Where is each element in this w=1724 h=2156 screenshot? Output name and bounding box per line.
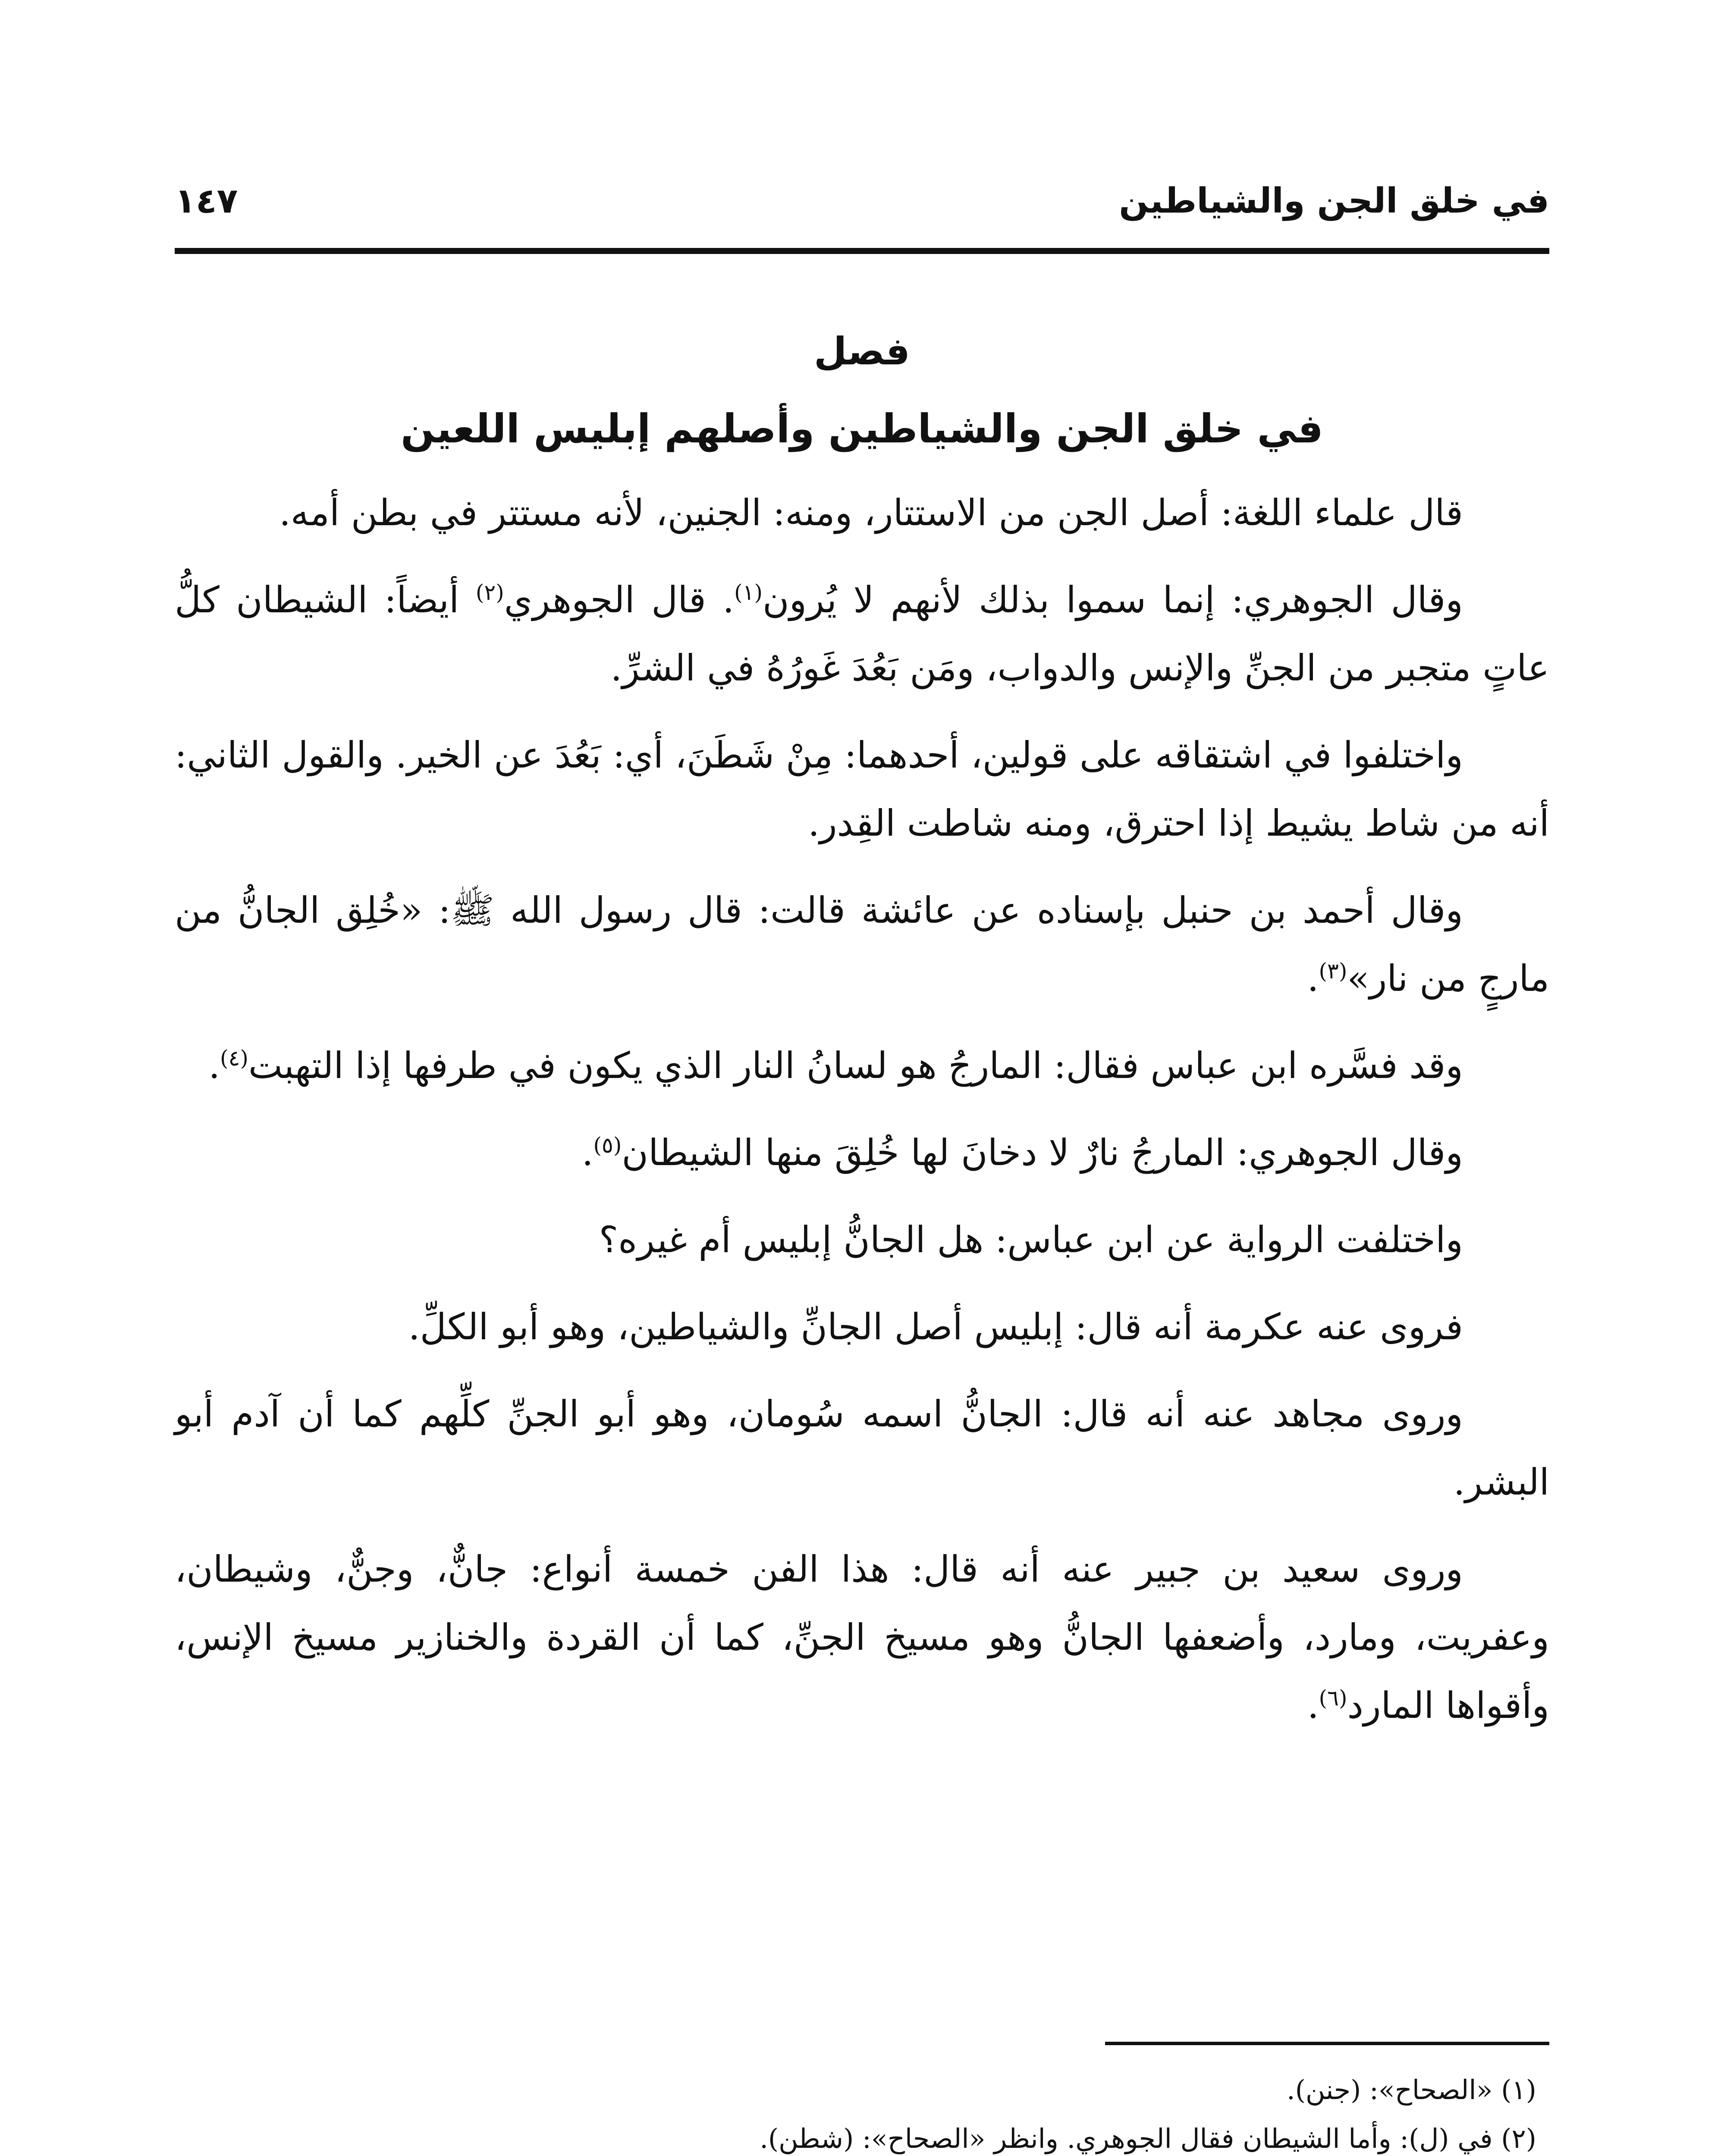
paragraph: واختلفوا في اشتقاقه على قولين، أحدهما: مِنْ شَطَنَ، أي: بَعُدَ عن الخير. والقول الثاني: أنه من شاط يشيط إذا احترق، ومنه شاطت القِدر. — [175, 734, 1549, 844]
paragraph — [175, 1031, 1549, 1100]
footnote-ref: (٦) — [1319, 1686, 1347, 1711]
running-title: في خلق الجن والشياطين — [1119, 180, 1549, 221]
paragraph: قال علماء اللغة: أصل الجن من الاستتار، ومنه: الجنين، لأنه مستتر في بطن أمه. — [279, 492, 1463, 534]
text-run: . — [208, 1044, 220, 1087]
text-run: وقد فسَّره ابن عباس فقال: المارجُ هو لسانُ النار الذي يكون في طرفها إذا التهبت — [248, 1044, 1463, 1087]
paragraph — [175, 876, 1549, 1012]
header-rule — [175, 248, 1549, 254]
running-head — [175, 172, 1549, 229]
paragraph — [175, 1119, 1549, 1187]
page-number: ١٤٧ — [175, 180, 238, 221]
text-run: وقال أحمد بن حنبل بإسناده عن عائشة قالت: قال رسول الله ﷺ: «خُلِق الجانُّ من مارجٍ من نار» — [175, 889, 1549, 1000]
footnote-ref: (٢) — [475, 580, 504, 605]
paragraph: واختلفت الرواية عن ابن عباس: هل الجانُّ إبليس أم غيره؟ — [599, 1219, 1463, 1261]
body-text — [175, 479, 1549, 1758]
footnote-ref: (٣) — [1319, 959, 1347, 984]
text-run: . قال الجوهري — [504, 579, 735, 621]
footnote-ref: (١) — [734, 580, 763, 605]
text-run: وقال الجوهري: المارجُ نارٌ لا دخانَ لها خُلِقَ منها الشيطان — [622, 1131, 1463, 1174]
section-heading — [175, 319, 1549, 461]
section-label: فصل — [814, 329, 910, 373]
footnote-rule — [1105, 2042, 1549, 2045]
footnote: (١) «الصحاح»: (جنن). — [1286, 2074, 1536, 2106]
text-run: . — [1307, 1684, 1319, 1727]
text-run: وروى سعيد بن جبير عنه أنه قال: هذا الفن خمسة أنواع: جانٌّ، وجنٌّ، وشيطان، وعفريت، ومارد، وأضعفها الجانُّ وهو مسيخ الجنِّ، كما أن القردة والخنازير مسيخ الإنس، وأقواها المارد — [175, 1548, 1549, 1727]
paragraph — [175, 566, 1549, 702]
footnote-ref: (٤) — [220, 1046, 248, 1071]
text-run: أيضاً: الشيطان كلُّ عاتٍ متجبر من الجنِّ والإنس والدواب، ومَن بَعُدَ غَورُهُ في الشرِّ. — [175, 579, 1549, 689]
footnote: (٢) في (ل): وأما الشيطان فقال الجوهري. وانظر «الصحاح»: (شطن). — [760, 2123, 1536, 2154]
paragraph — [175, 1535, 1549, 1739]
footnote-ref: (٥) — [593, 1133, 622, 1158]
text-run: . — [1307, 957, 1319, 1000]
text-run: وقال الجوهري: إنما سموا بذلك لأنهم لا يُرون — [762, 579, 1463, 621]
paragraph: فروى عنه عكرمة أنه قال: إبليس أصل الجانِّ والشياطين، وهو أبو الكلِّ. — [408, 1306, 1463, 1348]
footnotes — [175, 2065, 1549, 2156]
paragraph: وروى مجاهد عنه أنه قال: الجانُّ اسمه سُومان، وهو أبو الجنِّ كلِّهم كما أن آدم أبو البشر. — [175, 1393, 1549, 1503]
section-title: في خلق الجن والشياطين وأصلهم إبليس اللعين — [401, 406, 1323, 452]
text-run: . — [581, 1131, 594, 1174]
